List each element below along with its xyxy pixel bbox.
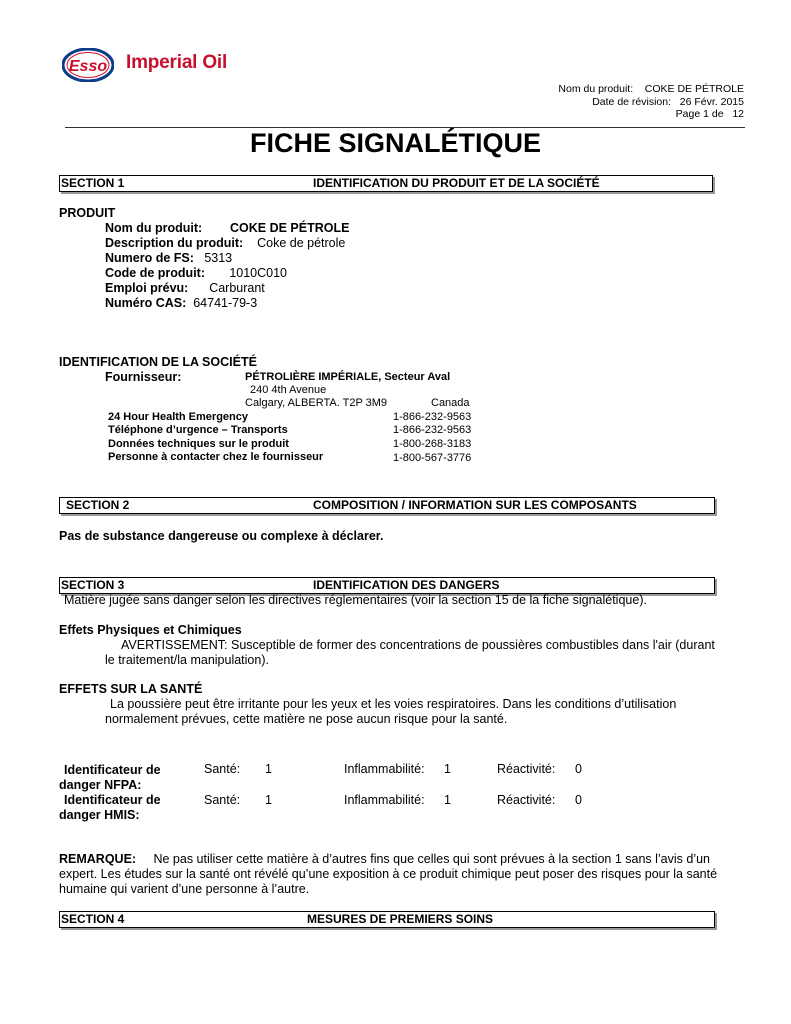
- nfpa-reactivity-label: Réactivité:: [497, 762, 556, 776]
- hmis-health-value: 1: [265, 793, 272, 807]
- section-2-bar: [59, 497, 715, 514]
- section-3-number: SECTION 3: [61, 578, 125, 592]
- hmis-label-line-2: danger HMIS:: [59, 808, 140, 822]
- section-4-title: MESURES DE PREMIERS SOINS: [307, 912, 494, 926]
- hmis-label-line-1: Identificateur de: [64, 793, 161, 807]
- field-fs-number: Numero de FS: 5313: [105, 251, 233, 265]
- header-revision: Date de révision: 26 Févr. 2015: [592, 96, 744, 108]
- contact-phone: 1-800-268-3183: [393, 438, 472, 450]
- hmis-reactivity-label: Réactivité:: [497, 793, 556, 807]
- header-page: Page 1 de 12: [675, 108, 744, 120]
- section-1-bar: [59, 175, 713, 192]
- section-1-number: SECTION 1: [61, 176, 125, 190]
- contact-label: Téléphone d’urgence – Transports: [108, 424, 288, 436]
- health-effects-line-1: La poussière peut être irritante pour les yeux et les voies respiratoires. Dans les conditions d’utilisation: [110, 697, 677, 711]
- remark-line-3: humaine qui varient d’une personne à l’autre.: [59, 882, 310, 896]
- section-2-title: COMPOSITION / INFORMATION SUR LES COMPOSANTS: [313, 498, 637, 512]
- header-product: Nom du produit: COKE DE PÉTROLE: [558, 83, 744, 95]
- nfpa-reactivity-value: 0: [575, 762, 582, 776]
- supplier-label: Fournisseur:: [105, 370, 182, 384]
- nfpa-flammability-value: 1: [444, 762, 451, 776]
- contact-phone: 1-866-232-9563: [393, 411, 472, 423]
- section-4-number: SECTION 4: [61, 912, 125, 926]
- document-title: FICHE SIGNALÉTIQUE: [249, 128, 541, 158]
- hmis-reactivity-value: 0: [575, 793, 582, 807]
- field-description: Description du produit: Coke de pétrole: [105, 236, 346, 250]
- field-product-code: Code de produit: 1010C010: [105, 266, 288, 280]
- nfpa-label-line-1: Identificateur de: [64, 763, 161, 777]
- esso-logo-text: Esso: [68, 58, 108, 75]
- contact-label: Données techniques sur le produit: [108, 438, 289, 450]
- produit-heading: PRODUIT: [59, 206, 116, 220]
- remark-line-2: expert. Les études sur la santé ont révélé qu’une exposition à ce produit chimique peut poser des risques pour la santé: [59, 867, 718, 881]
- section-1-title: IDENTIFICATION DU PRODUIT ET DE LA SOCIÉTÉ: [313, 176, 600, 190]
- field-intended-use: Emploi prévu: Carburant: [105, 281, 265, 295]
- nfpa-health-value: 1: [265, 762, 272, 776]
- hmis-flammability-label: Inflammabilité:: [344, 793, 425, 807]
- physical-effects-heading: Effets Physiques et Chimiques: [59, 623, 242, 637]
- supplier-address-2: Calgary, ALBERTA. T2P 3M9: [245, 397, 388, 409]
- esso-logo-icon: [62, 48, 114, 82]
- supplier-country: Canada: [431, 397, 470, 409]
- company-heading: IDENTIFICATION DE LA SOCIÉTÉ: [59, 355, 257, 369]
- hmis-health-label: Santé:: [204, 793, 241, 807]
- health-effects-heading: EFFETS SUR LA SANTÉ: [59, 682, 203, 696]
- nfpa-label-line-2: danger NFPA:: [59, 778, 142, 792]
- field-product-name: Nom du produit: COKE DE PÉTROLE: [105, 221, 350, 235]
- physical-effects-line-2: le traitement/la manipulation).: [105, 653, 269, 667]
- physical-effects-line-1: AVERTISSEMENT: Susceptible de former des concentrations de poussières combustibles dans l'air (durant: [121, 638, 715, 652]
- field-cas-number: Numéro CAS: 64741-79-3: [105, 296, 258, 310]
- supplier-address-1: 240 4th Avenue: [250, 384, 327, 396]
- section-3-bar: [59, 577, 715, 594]
- section-3-title: IDENTIFICATION DES DANGERS: [313, 578, 500, 592]
- contact-label: 24 Hour Health Emergency: [108, 411, 248, 423]
- nfpa-health-label: Santé:: [204, 762, 241, 776]
- supplier-name: PÉTROLIÈRE IMPÉRIALE, Secteur Aval: [245, 371, 451, 383]
- contact-phone: 1-800-567-3776: [393, 452, 472, 464]
- health-effects-line-2: normalement prévues, cette matière ne pose aucun risque pour la santé.: [105, 712, 508, 726]
- nfpa-flammability-label: Inflammabilité:: [344, 762, 425, 776]
- contact-label: Personne à contacter chez le fournisseur: [108, 451, 324, 463]
- hmis-flammability-value: 1: [444, 793, 451, 807]
- section-2-number: SECTION 2: [66, 498, 130, 512]
- brand-name: Imperial Oil: [126, 52, 228, 73]
- company-logo: [62, 48, 262, 86]
- remark-line-1: REMARQUE: Ne pas utiliser cette matière à d’autres fins que celles qui sont prévues à la section 1 sans l’avis d’un: [59, 852, 711, 866]
- contact-phone: 1-866-232-9563: [393, 424, 472, 436]
- section-3-intro: Matière jugée sans danger selon les directives réglementaires (voir la section 15 de la fiche signalétique).: [64, 593, 647, 607]
- section-2-text: Pas de substance dangereuse ou complexe à déclarer.: [59, 529, 384, 543]
- remark-label: REMARQUE:: [59, 852, 137, 866]
- section-4-bar: [59, 911, 715, 928]
